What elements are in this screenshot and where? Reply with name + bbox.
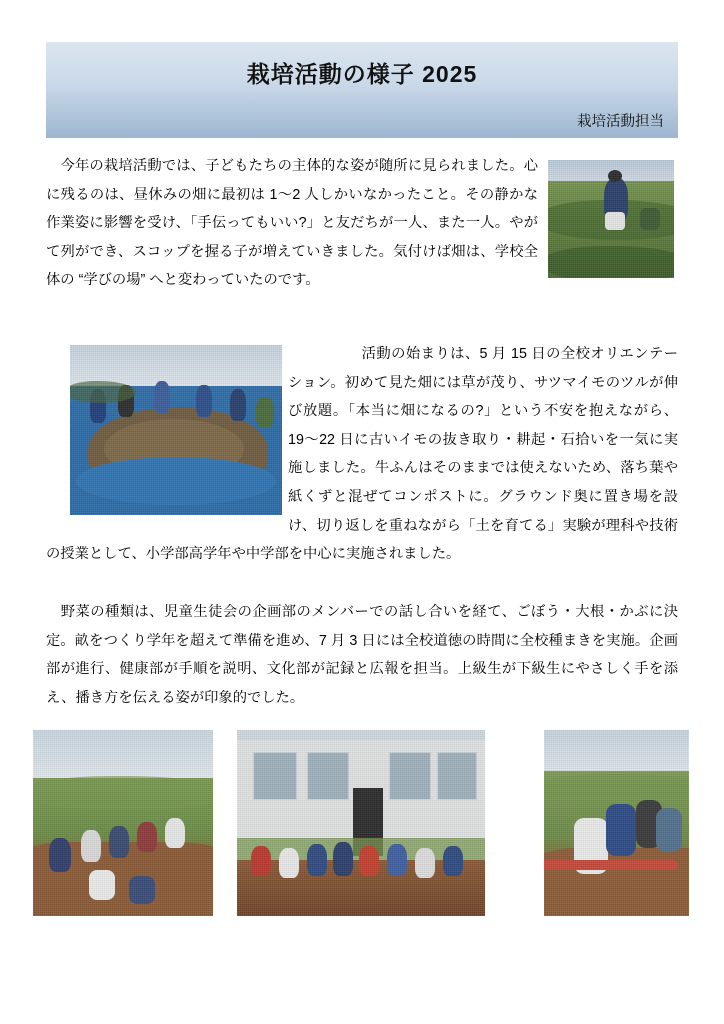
photo-sky (544, 730, 689, 777)
photo-sky (33, 730, 213, 782)
paragraph-1-text: 今年の栽培活動では、子どもたちの主体的な姿が随所に見られました。心に残るのは、昼休みの畑に最初は 1〜2 人しかいなかったこと。その静かな作業姿に影響を受け、「手伝ってもいい?」と友だちが一人、また一人。やがて列ができ、スコップを握る子が増えていきました。気付けば畑は、学校全体の “学びの場” へと変わっていたのです。 (46, 158, 538, 289)
paragraph-2-text: 活動の始まりは、5 月 15 日の全校オリエンテーション。初めて見た畑には草が茂り、サツマイモのツルが伸び放題。「本当に畑になるの?」という不安を抱えながら、19〜22 日に古いイモの抜き取り・耕起・石拾いを一気に実施しました。牛ふんはそのままでは使えないため、落ち葉や紙くずと混ぜてコンポストに。グラウンド奥に置き場を設け、切り返しを重ねながら「土を育てる」実験が理科や技術の授業として、小学部高学年や中学部を中心に実施されました。 (46, 346, 678, 563)
paragraph-1 (46, 152, 538, 295)
paragraph-3-text: 野菜の種類は、児童生徒会の企画部のメンバーでの話し合いを経て、ごぼう・大根・かぶに決定。畝をつくり学年を超えて準備を進め、7 月 3 日には全校道徳の時間に全校種まきを実施。企画部が進行、健康部が手順を説明、文化部が記録と広報を担当。上級生が下級生にやさしく手を添え、播き方を伝える姿が印象的でした。 (46, 604, 678, 706)
photo-person (251, 846, 271, 876)
photo-person-legs (605, 212, 625, 230)
photo-person (279, 848, 299, 878)
photo-person (154, 381, 170, 413)
photo-person-head (608, 170, 622, 182)
photo-grass (544, 774, 689, 804)
page-title: 栽培活動の様子 2025 (246, 61, 478, 87)
photo-compost-pile (70, 345, 282, 515)
photo-person (415, 848, 435, 878)
photo-hose (544, 860, 678, 870)
photo-field-child (548, 160, 674, 278)
paragraph-3 (46, 598, 678, 712)
photo-person (129, 876, 155, 904)
photo-person (196, 385, 212, 417)
photo-person (359, 846, 379, 876)
photo-window (307, 752, 349, 800)
photo-person (230, 389, 246, 421)
photo-person (333, 842, 353, 876)
photo-person (307, 844, 327, 876)
photo-tarp (76, 457, 276, 505)
photo-foliage (548, 246, 674, 278)
photo-soil (544, 848, 689, 916)
header-byline: 栽培活動担当 (577, 114, 664, 130)
photo-person (165, 818, 185, 848)
header-banner (46, 42, 678, 138)
photo-person (109, 826, 129, 858)
photo-seeding-group (33, 730, 213, 916)
photo-person (49, 838, 71, 872)
photo-person (387, 844, 407, 876)
photo-window (389, 752, 431, 800)
photo-school-building (237, 730, 485, 916)
photo-window (437, 752, 477, 800)
photo-window (253, 752, 297, 800)
photo-person (89, 870, 115, 900)
photo-person (137, 822, 157, 852)
photo-grass (33, 776, 213, 810)
photo-person (81, 830, 101, 862)
photo-hedge (70, 381, 136, 403)
photo-person (256, 397, 274, 427)
photo-person (606, 804, 636, 856)
photo-person (640, 208, 660, 230)
photo-person (443, 846, 463, 876)
photo-sowing-closeup (544, 730, 689, 916)
photo-person (656, 808, 682, 852)
